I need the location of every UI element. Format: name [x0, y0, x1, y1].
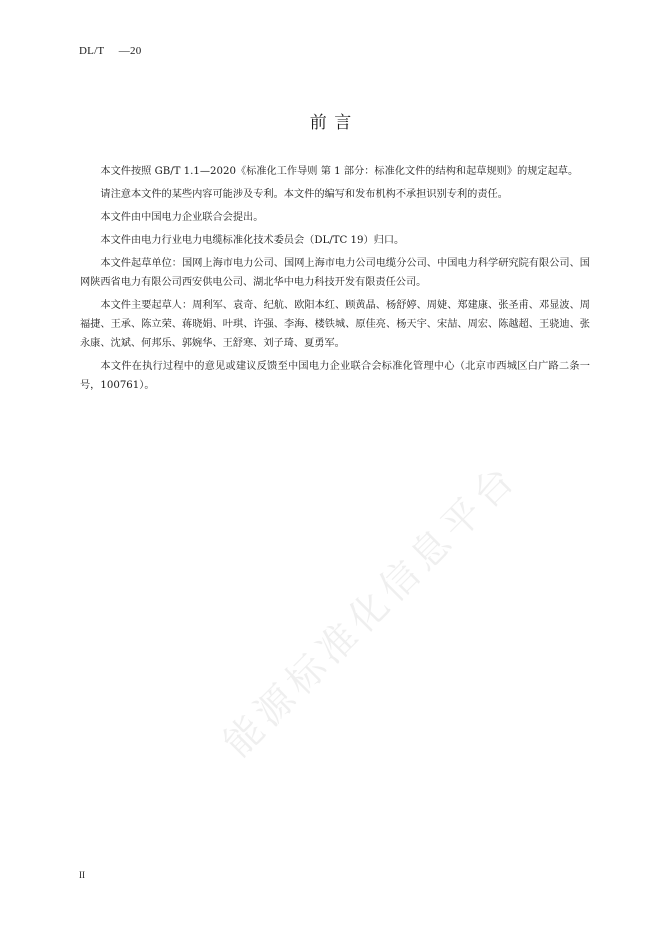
foreword-body: [80, 162, 590, 399]
watermark: 能源标准化信息平台: [214, 454, 527, 766]
page-number: II: [79, 870, 85, 880]
paragraph-committee: 本文件由电力行业电力电缆标准化技术委员会（DL/TC 19）归口。: [100, 235, 405, 246]
page-title: 前 言: [309, 113, 353, 133]
paragraph-patent-notice: 请注意本文件的某些内容可能涉及专利。本文件的编写和发布机构不承担识别专利的责任。: [100, 189, 508, 200]
paragraph-drafters: 本文件主要起草人：周利军、袁奇、纪航、欧阳本红、顾黄晶、杨舒婷、周婕、郑建康、张圣甫、邓显波、周福捷、王承、陈立荣、蒋晓娟、叶琪、许强、李海、楼铁城、原佳亮、杨天宇、宋喆、周宏、陈越超、王骁迪、张永康、沈斌、何邦乐、郭婉华、王舒寒、刘子琦、夏勇军。: [80, 300, 590, 349]
paragraph-feedback: 本文件在执行过程中的意见或建议反馈至中国电力企业联合会标准化管理中心（北京市西城区白广路二条一号，100761）。: [80, 361, 590, 391]
standard-code: DL/T —20: [79, 45, 142, 57]
paragraph-proposer: 本文件由中国电力企业联合会提出。: [100, 212, 264, 223]
paragraph-drafting-rules: 本文件按照 GB/T 1.1—2020《标准化工作导则 第 1 部分：标准化文件的结构和起草规则》的规定起草。: [100, 166, 579, 177]
paragraph-drafting-units: 本文件起草单位：国网上海市电力公司、国网上海市电力公司电缆分公司、中国电力科学研究院有限公司、国网陕西省电力有限公司西安供电公司、湖北华中电力科技开发有限责任公司。: [80, 258, 590, 288]
